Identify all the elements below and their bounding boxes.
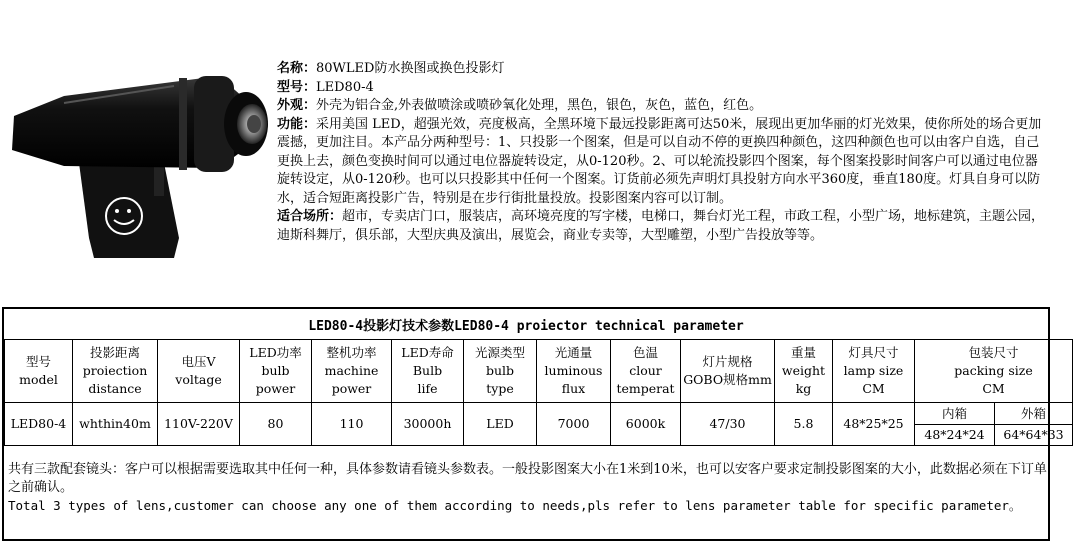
table-row [5, 403, 1073, 425]
header-cell: 色温 clour temperat [611, 340, 681, 403]
function-label: 功能： [277, 116, 317, 132]
product-name: 80WLED防水换图或换色投影灯 [316, 61, 505, 76]
table-cell: 6000k [611, 403, 681, 446]
product-appearance: 外壳为铝合金,外表做喷涂或喷砂氧化处理，黑色，银色，灰色，蓝色，红色。 [316, 98, 763, 113]
inner-box-label: 内箱 [915, 403, 995, 425]
header-cell: 光通量 luminous flux [537, 340, 611, 403]
product-function: 采用美国 LED，超强光效，亮度极高，全黑环境下最远投影距离可达50米，展现出更加华丽的灯光效果，使你所处的场合更加震撼，更加注目。本产品分两种型号：1、只投影一个图案，但是可以自动不停的更换四种颜色，这四种颜色也可以由客户自选，自己更换上去，颜色变换时间可以通过电位器旋转设定，从0-120秒。2、可以轮流投影四个图案，每个图案投影时间客户可以通过电位器旋转设定，从0-120秒。也可以只投影其中任何一个图案。订货前必须先声明灯具投射方向水平360度，垂直180度。灯具自身可以防水，适合短距离投影广告，特别是在步行街批量投放。投影图案内容可以订制。 [277, 116, 1042, 206]
table-cell: 30000h [392, 403, 464, 446]
spec-table [4, 339, 1073, 446]
table-cell: 5.8 [775, 403, 833, 446]
product-model: LED80-4 [316, 79, 374, 95]
lens-note [8, 461, 1048, 515]
table-cell: 80 [240, 403, 312, 446]
table-cell: 110V-220V [158, 403, 240, 446]
product-photo [4, 68, 274, 268]
table-cell: 7000 [537, 403, 611, 446]
header-cell: 重量 weight kg [775, 340, 833, 403]
lens-note-cn: 共有三款配套镜头：客户可以根据需要选取其中任何一种，具体参数请看镜头参数表。一般投影图案大小在1米到10米，也可以安客户要求定制投影图案的大小，此数据必须在下订单之前确认。 [8, 462, 1047, 495]
product-venues: 超市，专卖店门口，服装店，高环境亮度的写字楼，电梯口，舞台灯光工程，市政工程，小型广场，地标建筑，主题公园，迪斯科舞厅，俱乐部，大型庆典及演出，展览会，商业专卖等，大型雕塑，小型广告投放等等。 [277, 209, 1045, 243]
outer-box-size: 64*64*33 [995, 425, 1073, 446]
header-cell: 投影距离 proiection distance [73, 340, 158, 403]
table-cell: whthin40m [73, 403, 158, 446]
table-cell: 110 [312, 403, 392, 446]
inner-box-size: 48*24*24 [915, 425, 995, 446]
lens-note-en: Total 3 types of lens,customer can choose any one of them according to needs,pls refer to lens parameter table for specific parameter。 [8, 498, 1022, 513]
outer-box-label: 外箱 [995, 403, 1073, 425]
spec-table-title: LED80-4投影灯技术参数LED80-4 proiector technical parameter [308, 319, 744, 334]
table-cell: 47/30 [681, 403, 775, 446]
table-cell: LED80-4 [5, 403, 73, 446]
table-cell: LED [464, 403, 537, 446]
header-cell: 整机功率 machine power [312, 340, 392, 403]
table-cell: 48*25*25 [833, 403, 915, 446]
header-cell: 型号 model [5, 340, 73, 403]
spec-table-box [2, 307, 1064, 541]
venue-label: 适合场所： [277, 209, 343, 224]
appearance-label: 外观： [277, 98, 317, 113]
header-cell: 灯片规格 GOBO规格mm [681, 340, 775, 403]
name-label: 名称： [277, 61, 317, 76]
header-cell: 包装尺寸 packing size CM [915, 340, 1073, 403]
header-cell: 电压V voltage [158, 340, 240, 403]
header-cell: 光源类型 bulb type [464, 340, 537, 403]
model-label: 型号： [277, 79, 317, 95]
product-description [277, 60, 1045, 245]
header-cell: 灯具尺寸 lamp size CM [833, 340, 915, 403]
header-cell: LED寿命 Bulb life [392, 340, 464, 403]
header-cell: LED功率 bulb power [240, 340, 312, 403]
